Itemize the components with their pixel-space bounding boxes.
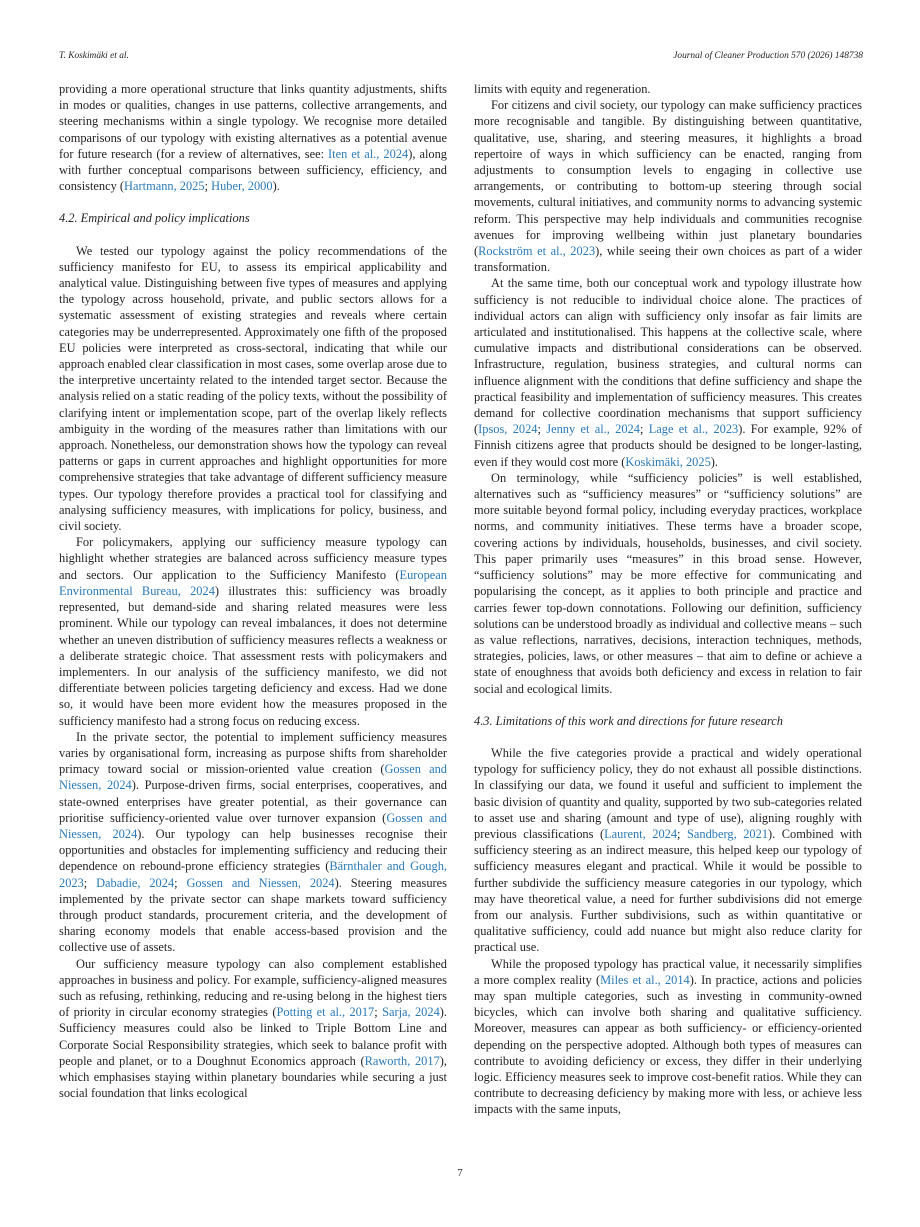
citation-link[interactable]: Raworth, 2017 <box>364 1053 440 1068</box>
left-column <box>59 81 447 1101</box>
citation-link[interactable]: Rockström et al., 2023 <box>478 244 596 259</box>
citation-link[interactable]: Bärnthaler and Gough, 2023 <box>59 859 447 890</box>
citation-link[interactable]: Lage et al., 2023 <box>648 422 739 437</box>
text-run: For policymakers, applying our sufficiency measure typology can highlight whether strategies are balanced across sufficiency measure types and sectors. Our application to the Sufficiency Manifesto ( <box>59 535 447 582</box>
text-run: ). <box>710 454 718 469</box>
citation-link[interactable]: Laurent, 2024 <box>604 826 678 841</box>
text-run: ). <box>272 179 280 194</box>
citation-link[interactable]: Gossen and Niessen, 2024 <box>59 762 447 793</box>
paragraph <box>59 729 447 956</box>
text-run: ) illustrates this: sufficiency was broadly represented, but demand-side and sharing related measures were less prominent. While our typology can reveal imbalances, it does not determine whether an uneven distribution of sufficiency measures reflects a weakness or a deliberate strategic choice. That assessment rests with policymakers and implementers. In our analysis of the sufficiency manifesto, we did not differentiate between policies targeting deficiency and excess. Had we done so, it would have been more evident how the measures proposed in the sufficiency manifesto had a strong focus on reducing excess. <box>59 583 447 728</box>
text-run: ). Sufficiency measures could also be linked to Triple Bottom Line and Corporate Social Responsibility strategies, which seek to balance profit with people and planet, or to a Doughnut Economics approach ( <box>59 1005 447 1068</box>
right-column <box>474 81 862 1118</box>
text-run: While the five categories provide a practical and widely operational typology for sufficiency policy, they do not exhaust all possible distinctions. In classifying our data, we found it useful and sufficient to implement the basic division of quantity and quality, supported by two sub-categories related to asset use and sharing (amount and type of use), aligning roughly with previous classifications ( <box>474 745 862 841</box>
text-run: Our sufficiency measure typology can also complement established approaches in business and policy. For example, sufficiency-aligned measures such as refusing, rethinking, reducing and re-using belong in the highest tiers of priority in circular economy strategies ( <box>59 956 447 1020</box>
text-run: ; <box>83 875 97 890</box>
text-run: In the private sector, the potential to implement sufficiency measures varies by organisational form, increasing as purpose shifts from shareholder primacy toward social or mission-oriented value creation ( <box>59 729 447 777</box>
text-run: ; <box>174 875 187 890</box>
text-run: ), which emphasises staying within planetary boundaries while securing a just social foundation that links ecological <box>59 1053 447 1101</box>
paragraph <box>59 81 447 194</box>
running-header <box>59 51 863 67</box>
section-heading: 4.3. Limitations of this work and directions for future research <box>474 713 783 728</box>
citation-link[interactable]: Gossen and Niessen, 2024 <box>186 875 335 890</box>
text-run: ). Steering measures implemented by the private sector can shape markets toward sufficiency through product standards, procurement criteria, and the development of sharing economy models that enable access-based provision and the collective use of assets. <box>59 875 447 955</box>
text-run: providing a more operational structure that links quantity adjustments, shifts in modes or qualities, changes in use patterns, collective arrangements, and steering mechanisms within a single typology. We recognise more detailed comparisons of our typology with existing alternatives as a potential avenue for future research (for a review of alternatives, see: <box>59 82 447 161</box>
page-number: 7 <box>457 1168 463 1179</box>
text-run: At the same time, both our conceptual work and typology illustrate how sufficiency is not reducible to individual choice alone. The practices of individual actors can align with sufficiency only insofar as fair limits are articulated and institutionalised. This happens at the collective scale, where cumulative impacts and distributional considerations can be observed. Infrastructure, regulation, business strategies, and cultural norms can influence alignment with the conditions that define sufficiency and shape the practical feasibility and implementation of sufficiency measures. This creates demand for collective coordination mechanisms that support sufficiency ( <box>474 276 862 437</box>
text-run: For citizens and civil society, our typology can make sufficiency practices more recognisable and tangible. By distinguishing between quantitative, qualitative, use, sharing, and steering measures, it highlights a broad repertoire of ways in which sufficiency can be enacted, ranging from adjustments to consumption levels to engaging in collective use arrangements, or contributing to bottom-up steering through social movements, cultural initiatives, and community norms to advancing systemic reform. This perspective may help individuals and communities recognise avenues for improving wellbeing within just planetary boundaries ( <box>474 98 862 259</box>
citation-link[interactable]: Iten et al., 2024 <box>328 146 409 161</box>
citation-link[interactable]: Dabadie, 2024 <box>96 875 175 890</box>
citation-link[interactable]: Gossen and Niessen, 2024 <box>59 810 447 841</box>
text-run: ). Combined with sufficiency steering as an indirect measure, this helped keep our typology of sufficiency measures elegant and practical. While it would be possible to further subdivide the sufficiency measure categories in our typology, which may have theoretical value, a need for further subdivisions did not emerge from our analysis. Further subdivisions, such as within quantitative or qualitative sufficiency, could add nuance but might also reduce clarity for practical use. <box>474 826 862 955</box>
paragraph <box>59 956 447 1102</box>
paragraph: On terminology, while “sufficiency policies” is well established, alternatives such as “sufficiency measures” or “sufficiency solutions” are more suitable beyond formal policy, including everyday practices, workplace norms, and community initiatives. These terms have a broader scope, covering actions by individuals, households, businesses, and civil society. This paper primarily uses “measures” in this broad sense. However, “sufficiency solutions” may be more effective for communicating and popularising the concept, as it applies to both principle and practice and carries fewer top-down connotations. Following our definition, sufficiency solutions can be understood broadly as individual and collective means – such as value reflections, narratives, decisions, interaction techniques, methods, strategies, policies, laws, or other measures – that aim to define or achieve a state of enoughness that avoids both deficiency and excess in relation to fair social and ecological limits. <box>474 470 862 696</box>
paragraph <box>474 97 862 275</box>
text-run: ; <box>677 826 688 841</box>
text-run: ). In practice, actions and policies may span multiple categories, such as investing in community-owned bicycles, which can involve both sharing and qualitative sufficiency. Moreover, measures can appear as both sufficiency- or efficiency-oriented depending on the perspective adopted. Although both types of measures can contribute to avoiding deficiency or excess, they differ in their underlying logic. Efficiency measures seek to improve cost-benefit ratios. While they can contribute to decreasing deficiency by making more with less, or achieve less impacts with the same inputs, <box>474 972 862 1117</box>
citation-link[interactable]: Ipsos, 2024 <box>478 422 538 437</box>
section-heading: 4.2. Empirical and policy implications <box>59 211 250 226</box>
citation-link[interactable]: Koskimäki, 2025 <box>625 454 711 469</box>
text-run: ; <box>639 422 649 437</box>
citation-link[interactable]: Sarja, 2024 <box>382 1005 440 1020</box>
header-journal: Journal of Cleaner Production 570 (2026) 148738 <box>673 51 863 61</box>
paragraph <box>474 745 862 956</box>
header-author: T. Koskimäki et al. <box>59 51 129 61</box>
paragraph <box>59 534 447 728</box>
citation-link[interactable]: Hartmann, 2025 <box>124 179 205 194</box>
citation-link[interactable]: Jenny et al., 2024 <box>546 422 640 437</box>
paragraph: We tested our typology against the policy recommendations of the sufficiency manifesto for EU, to assess its empirical applicability and analytical value. Distinguishing between five types of measures and applying the typology across household, private, and public sectors allows for a systematic assessment of existing strategies and reveals where certain categories may be underrepresented. Approximately one fifth of the proposed EU policies were interpreted as cross-sectoral, indicating that while our approach enabled clear classification in most cases, some overlap arose due to the interpretive uncertainty related to the intended target sector. Because the analysis relied on a static reading of the policy texts, without the possibility of clarifying intent or implementation scope, part of the overlap likely reflects ambiguity in the wording of the measures rather than limitations with our approach. Nonetheless, our demonstration shows how the typology can reveal patterns or gaps in current approaches and highlight opportunities for more comprehensive strategies that take advantage of different sufficiency measure types. Our typology therefore provides a practical tool for classifying and analysing sufficiency measures, with implications for policy, business, and civil society. <box>59 243 447 534</box>
citation-link[interactable]: Miles et al., 2014 <box>600 972 690 987</box>
text-run: ; <box>537 422 547 437</box>
citation-link[interactable]: Potting et al., 2017 <box>276 1005 375 1020</box>
text-run: ; <box>204 179 212 194</box>
paragraph: limits with equity and regeneration. <box>474 82 651 96</box>
text-run: ). Our typology can help businesses recognise their opportunities and obstacles for implementing sufficiency and reducing their dependence on rebound-prone efficiency strategies ( <box>59 826 447 874</box>
text-run: ; <box>374 1005 383 1020</box>
text-run: ), while seeing their own choices as part of a wider transformation. <box>474 244 862 275</box>
paragraph <box>474 275 862 469</box>
text-run: While the proposed typology has practical value, it necessarily simplifies a more complex reality ( <box>474 956 862 987</box>
citation-link[interactable]: Huber, 2000 <box>211 179 273 194</box>
text-run: ), along with further conceptual comparisons between sufficiency, efficiency, and consistency ( <box>59 146 447 194</box>
citation-link[interactable]: European Environmental Bureau, 2024 <box>59 567 447 598</box>
paragraph <box>474 956 862 1118</box>
text-run: ). For example, 92% of Finnish citizens agree that products should be designed to be longer-lasting, even if they would cost more ( <box>474 422 862 469</box>
citation-link[interactable]: Sandberg, 2021 <box>687 826 769 841</box>
text-run: ). Purpose-driven firms, social enterprises, cooperatives, and state-owned enterprises have greater potential, as their governance can prioritise sufficiency-oriented value over turnover expansion ( <box>59 778 447 825</box>
